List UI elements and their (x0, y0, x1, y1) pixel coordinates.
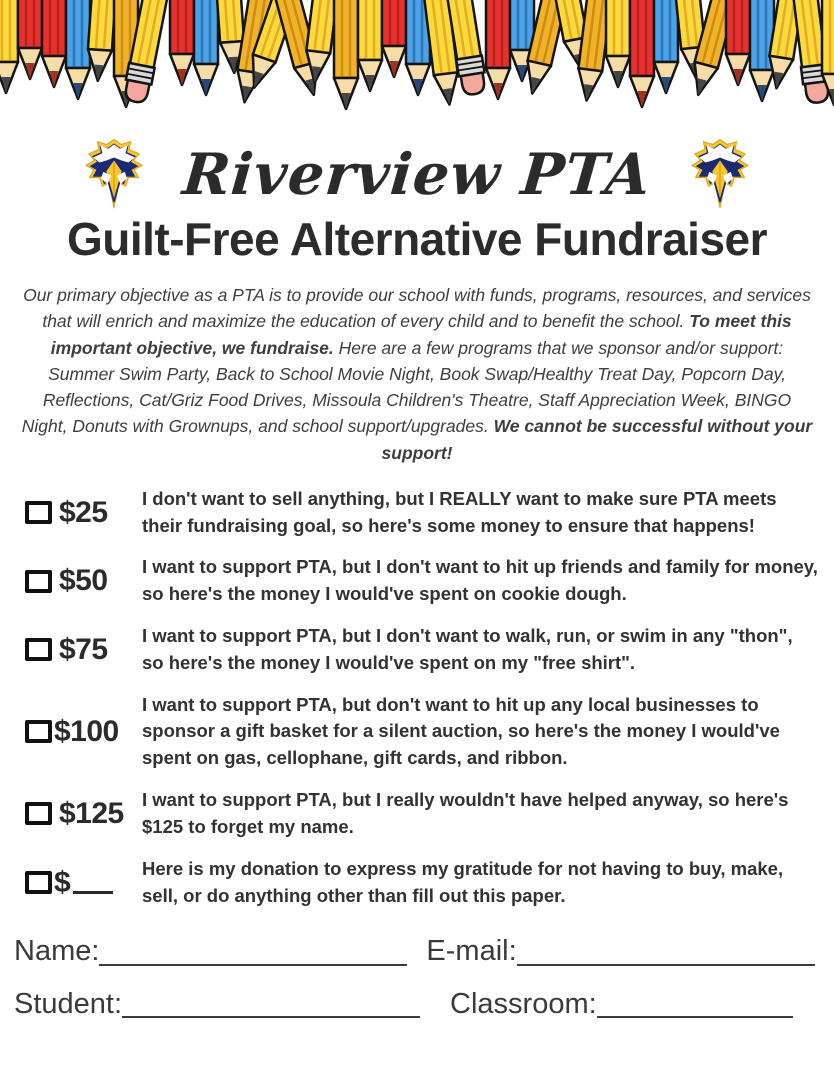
donation-description: I want to support PTA, but I don't want to hit up friends and family for money, so here's the money I would've spent on cookie dough. (142, 556, 818, 605)
donation-row-custom (25, 856, 818, 910)
donation-options-list (0, 486, 834, 910)
intro-paragraph (20, 282, 814, 466)
donation-amount: $75 (59, 632, 108, 666)
intro-bold-support: We cannot be successful without your support! (381, 416, 813, 463)
donation-amount-col (25, 564, 142, 598)
donation-checkbox-100[interactable] (25, 720, 52, 743)
name-label: Name: (14, 935, 100, 968)
form-row-1 (14, 935, 815, 968)
intro-text: Our primary objective as a PTA is to provide our school with funds, programs, resources, and services that will enrich and maximize the education of every child and to benefit the school. (23, 285, 811, 332)
donation-amount: $125 (59, 796, 124, 830)
donation-checkbox-75[interactable] (25, 638, 52, 661)
student-label: Student: (14, 987, 123, 1020)
donation-amount-col (25, 797, 142, 831)
classroom-write-line[interactable] (597, 988, 793, 1018)
header (0, 138, 834, 210)
donation-amount: $100 (54, 714, 119, 748)
email-label: E-mail: (426, 935, 517, 968)
form-row-2 (14, 988, 815, 1021)
donation-amount: $ (54, 865, 71, 899)
donation-description: I want to support PTA, but don't want to hit up any local businesses to sponsor a gift basket for a silent auction, so here's the money I would've spent on gas, cellophane, gift cards, and ribbon. (142, 693, 780, 769)
donation-description: I don't want to sell anything, but I REALLY want to make sure PTA meets their fundraising goal, so here's some money to ensure that happens! (142, 487, 777, 536)
donation-row-125 (25, 787, 818, 841)
donation-description: I want to support PTA, but I really wouldn't have helped anyway, so here's $125 to forget my name. (142, 789, 789, 837)
email-write-line[interactable] (517, 936, 815, 966)
classroom-label: Classroom: (450, 987, 597, 1020)
donation-row-75 (25, 623, 818, 677)
eagle-mascot-icon (73, 138, 155, 210)
donation-checkbox-custom[interactable] (25, 871, 52, 894)
donation-row-100 (25, 692, 818, 772)
donation-amount: $50 (59, 564, 108, 598)
donation-checkbox-50[interactable] (25, 570, 52, 593)
org-title: Riverview PTA (180, 140, 654, 208)
donation-row-50 (25, 554, 818, 608)
donation-amount-col (25, 496, 142, 530)
donation-description: I want to support PTA, but I don't want to walk, run, or swim in any "thon", so here's the money I would've spent on my "free shirt". (142, 625, 793, 673)
donation-checkbox-125[interactable] (25, 802, 52, 825)
donation-checkbox-25[interactable] (25, 501, 52, 524)
donation-row-25 (25, 486, 818, 540)
contact-form (0, 935, 834, 1021)
page-title: Guilt-Free Alternative Fundraiser (66, 213, 768, 265)
donation-amount: $25 (59, 495, 108, 529)
intro-text: Here are a few programs that we sponsor and/or support: Summer Swim Party, Back to School Movie Night, Book Swap/Healthy Treat Day, Popcorn Day, Reflections, Cat/Griz Food Drives, Missoula Children's Theatre, Staff Appreciation Week, BINGO Night, Donuts with Grownups, and school support/upgrades. (21, 337, 792, 437)
donation-amount-col (25, 633, 142, 667)
student-write-line[interactable] (122, 988, 420, 1018)
pencil-border-decoration (0, 0, 834, 112)
name-write-line[interactable] (99, 936, 407, 966)
donation-description: Here is my donation to express my gratitude for not having to buy, make, sell, or do anything other than fill out this paper. (142, 857, 784, 906)
donation-amount-col (25, 866, 142, 900)
donation-custom-amount-line[interactable] (73, 872, 113, 894)
donation-amount-col (25, 715, 142, 749)
eagle-mascot-icon (679, 138, 761, 210)
intro-bold-objective: To meet this important objective, we fundraise. (50, 311, 792, 358)
